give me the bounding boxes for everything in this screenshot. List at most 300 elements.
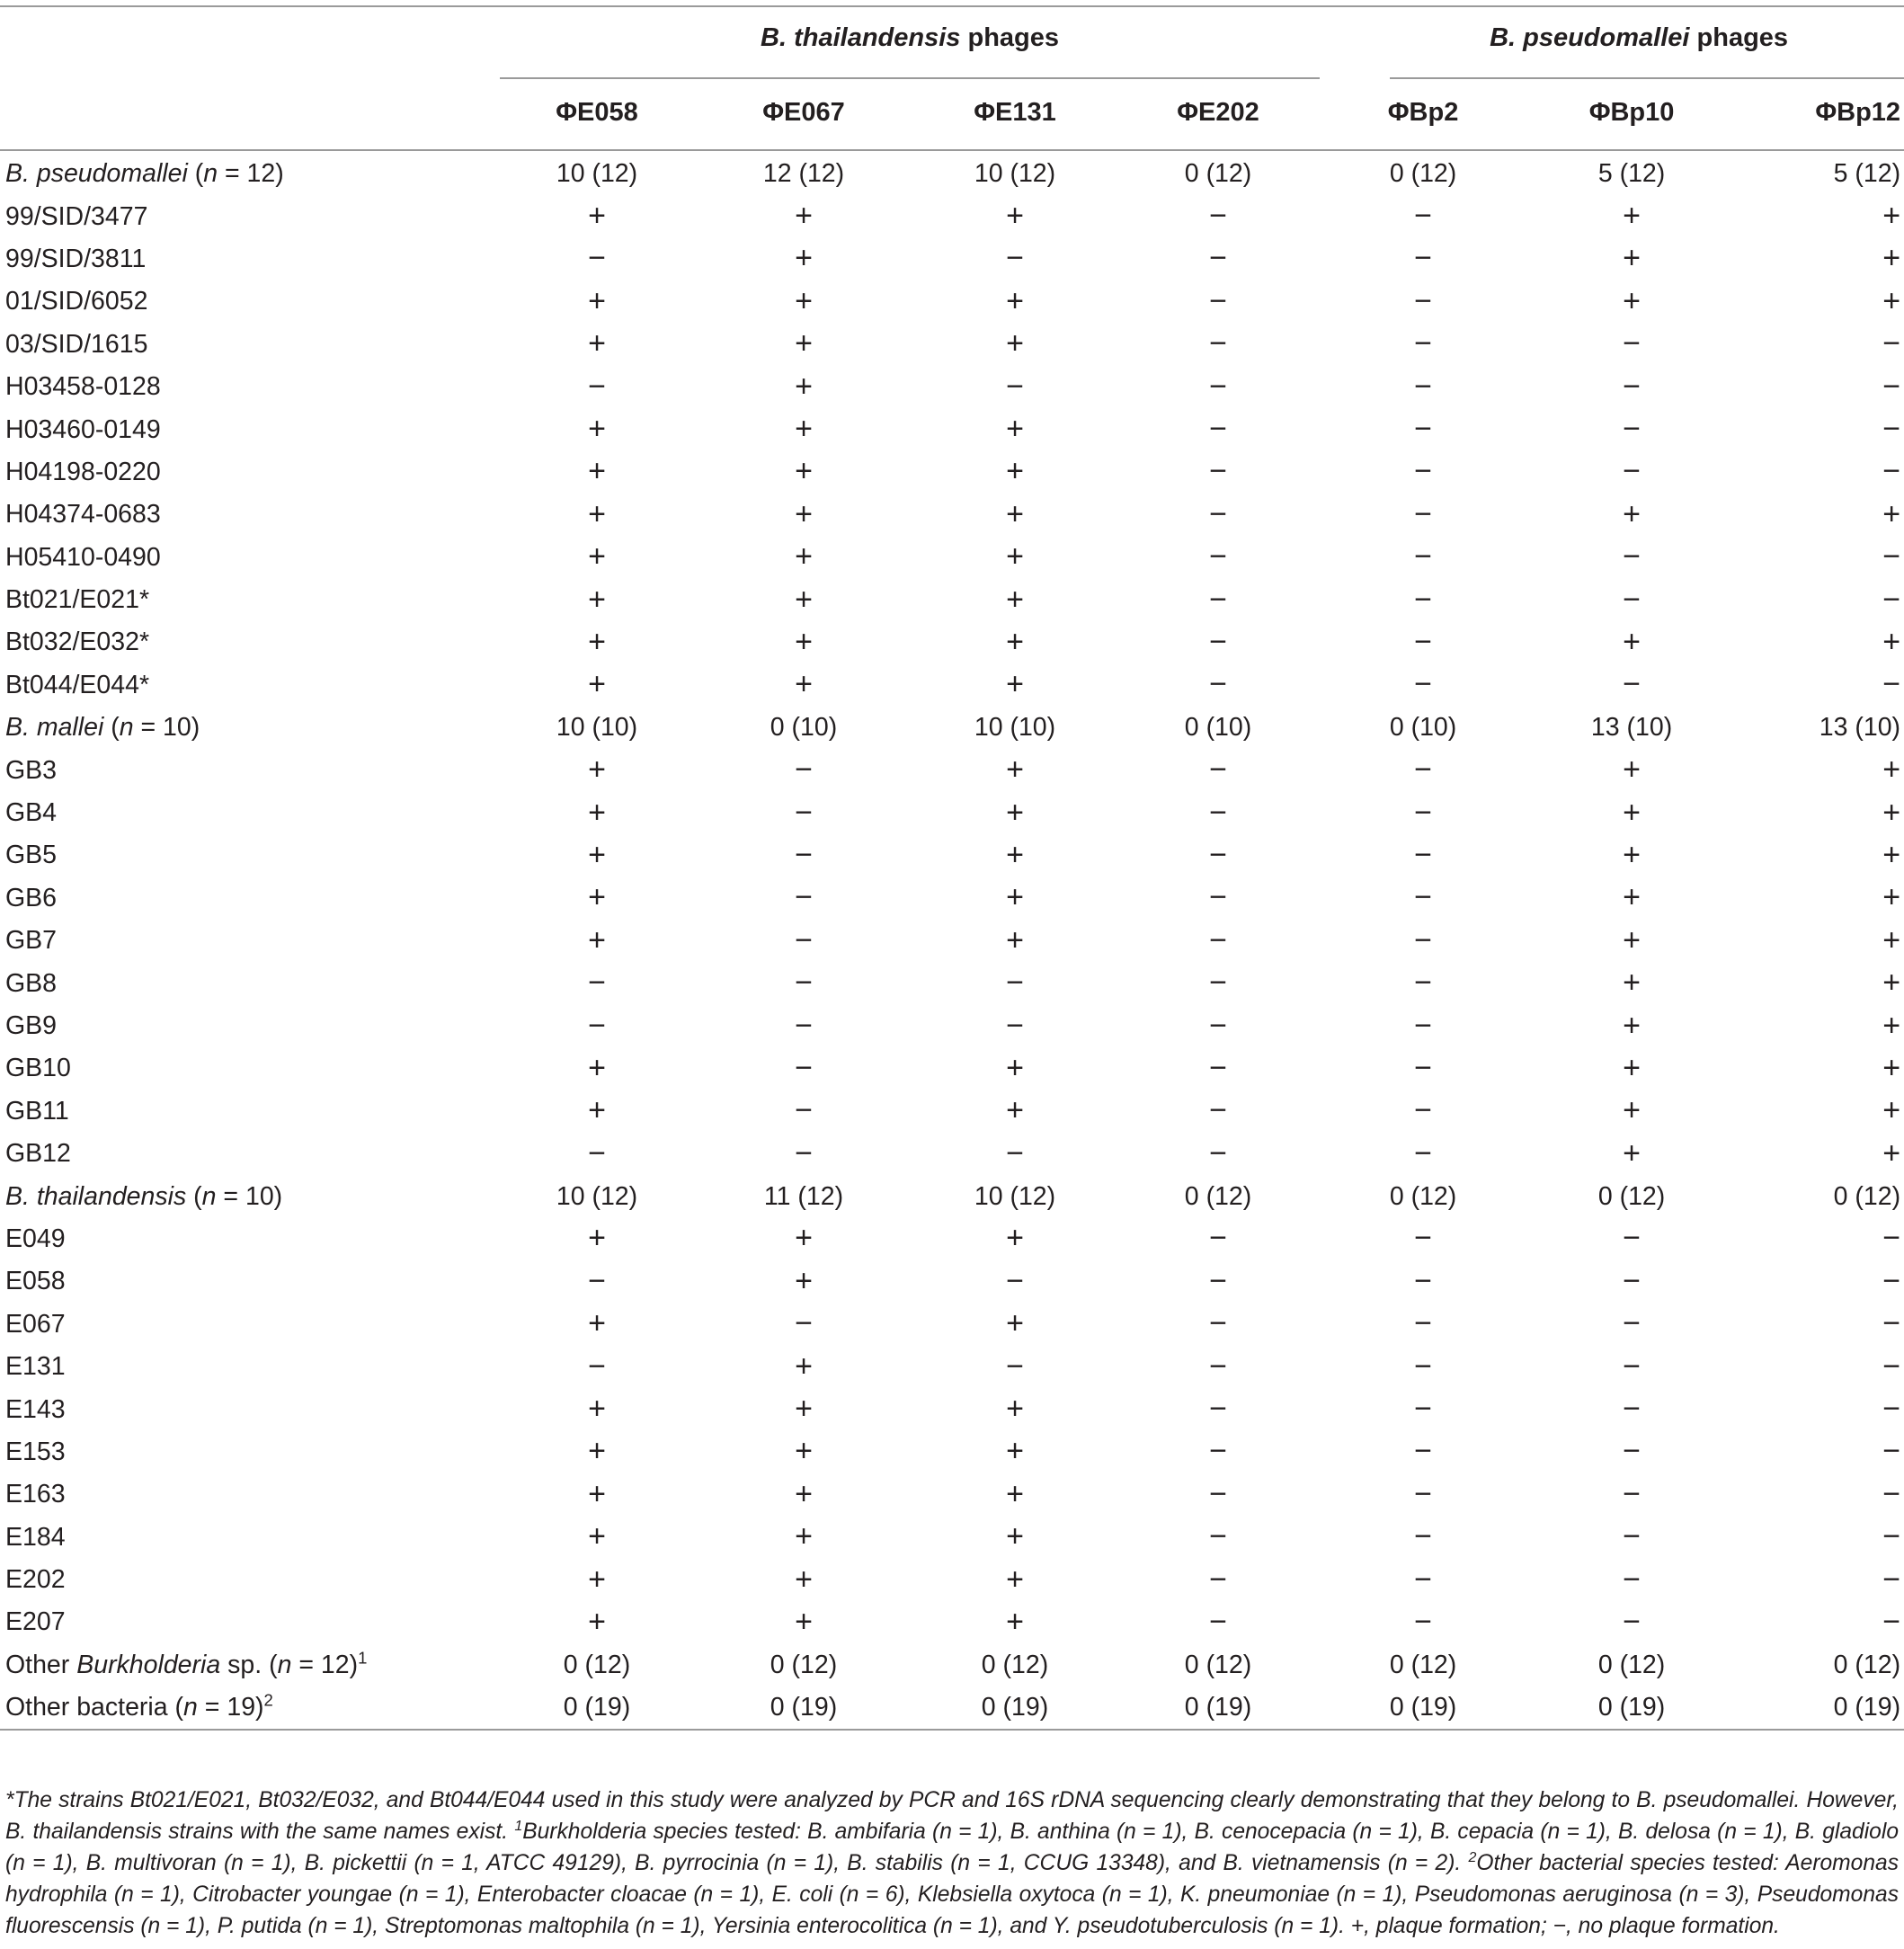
minus-symbol: − [1209,326,1227,361]
label-fragment: = 12) [291,1650,359,1679]
minus-symbol: − [1209,412,1227,447]
plaque-negative-cell [500,962,694,1004]
plaque-negative-cell [500,238,694,280]
strain-row [0,877,1904,920]
column-header-phi-e058: ΦE058 [500,76,694,150]
minus-symbol: − [1414,369,1432,404]
minus-symbol: − [1209,1348,1227,1384]
plaque-positive-cell [500,664,694,707]
plaque-positive-cell [1737,792,1904,834]
plaque-positive-cell [913,664,1117,707]
plus-symbol: + [588,539,606,574]
plaque-negative-cell [1117,579,1320,621]
minus-symbol: − [1623,1392,1641,1427]
strain-row [0,195,1904,237]
minus-symbol: − [1414,326,1432,361]
minus-symbol: − [1414,582,1432,617]
minus-symbol: − [795,752,813,788]
plus-symbol: + [1882,624,1901,659]
plus-symbol: + [1882,1135,1901,1170]
strain-row [0,1260,1904,1303]
plaque-positive-cell [1737,494,1904,536]
plaque-negative-cell [1117,238,1320,280]
plaque-negative-cell [1526,579,1737,621]
minus-symbol: − [1414,624,1432,659]
plaque-positive-cell [1737,1090,1904,1133]
plaque-positive-cell [913,1304,1117,1346]
plaque-negative-cell [1320,494,1526,536]
count-cell: 0 (19) [1526,1686,1737,1730]
plaque-positive-cell [1526,877,1737,920]
minus-symbol: − [1209,795,1227,830]
plaque-positive-cell [694,537,913,579]
plaque-negative-cell [1117,1517,1320,1559]
label-fragment: = 19) [197,1693,264,1722]
plaque-positive-cell [500,1517,694,1559]
group-label [0,1686,500,1730]
plaque-positive-cell [500,324,694,366]
plaque-negative-cell [1737,1431,1904,1473]
plus-symbol: + [1006,752,1024,788]
count-cell: 5 (12) [1597,159,1666,189]
minus-symbol: − [795,1008,813,1043]
minus-symbol: − [795,922,813,957]
plus-symbol: + [1623,880,1641,915]
plus-symbol: + [588,837,606,872]
minus-symbol: − [1882,582,1901,617]
plus-symbol: + [795,454,813,489]
plus-symbol: + [795,667,813,702]
plaque-negative-cell [913,1260,1117,1303]
strain-row [0,920,1904,962]
plus-symbol: + [1623,1050,1641,1085]
minus-symbol: − [1882,539,1901,574]
plaque-negative-cell [1320,1218,1526,1260]
minus-symbol: − [1209,283,1227,318]
minus-symbol: − [1414,1519,1432,1554]
plaque-negative-cell [1320,792,1526,834]
strain-row [0,749,1904,791]
strain-label: GB5 [5,841,58,870]
group-summary-row [0,1686,1904,1730]
minus-symbol: − [795,1306,813,1341]
label-fragment: B. mallei [5,713,104,743]
plaque-positive-cell [694,451,913,494]
strain-row [0,238,1904,280]
plaque-negative-cell [1737,1304,1904,1346]
count-cell: 0 (10) [1389,713,1457,743]
minus-symbol: − [795,1093,813,1128]
plaque-positive-cell [913,749,1117,791]
minus-symbol: − [1623,1221,1641,1256]
strain-label: H05410-0490 [5,542,161,572]
plaque-positive-cell [500,579,694,621]
plus-symbol: + [795,1392,813,1427]
count-cell: 0 (19) [1737,1686,1904,1730]
strain-label: E153 [5,1437,66,1466]
plus-symbol: + [1882,241,1901,276]
plaque-negative-cell [1526,1218,1737,1260]
plaque-negative-cell [1320,962,1526,1004]
plaque-negative-cell [1526,537,1737,579]
count-cell: 0 (12) [1184,1650,1252,1679]
plaque-negative-cell [694,1304,913,1346]
plaque-negative-cell [1526,1517,1737,1559]
plaque-positive-cell [913,1431,1117,1473]
plaque-negative-cell [1320,1304,1526,1346]
plaque-positive-cell [1737,962,1904,1004]
plus-symbol: + [1882,880,1901,915]
plaque-positive-cell [1526,792,1737,834]
minus-symbol: − [1006,1008,1024,1043]
strain-row [0,537,1904,579]
plaque-positive-cell [1737,1133,1904,1175]
strain-row [0,1304,1904,1346]
minus-symbol: − [1623,1519,1641,1554]
plus-symbol: + [1006,880,1024,915]
plaque-negative-cell [1117,366,1320,408]
minus-symbol: − [1414,412,1432,447]
phage-host-range-table [0,5,1904,1731]
group-label [0,1644,500,1686]
plaque-positive-cell [694,1218,913,1260]
label-fragment: Other bacteria ( [5,1693,183,1722]
group-summary-row [0,707,1904,749]
plaque-negative-cell [1320,920,1526,962]
minus-symbol: − [1209,966,1227,1001]
plus-symbol: + [588,496,606,531]
plaque-positive-cell [694,238,913,280]
strain-row [0,664,1904,707]
plaque-negative-cell [1526,324,1737,366]
plus-symbol: + [1623,199,1641,234]
minus-symbol: − [1209,369,1227,404]
label-fragment: = 12) [218,159,284,189]
minus-symbol: − [1209,1221,1227,1256]
plus-symbol: + [795,1348,813,1384]
count-cell: 0 (19) [500,1686,694,1730]
plaque-positive-cell [1737,749,1904,791]
plaque-positive-cell [913,1047,1117,1090]
strain-label: Bt021/E021* [5,585,150,615]
plus-symbol: + [1006,1604,1024,1639]
count-cell: 0 (19) [1117,1686,1320,1730]
strain-label: 99/SID/3477 [5,201,148,231]
plus-symbol: + [1882,283,1901,318]
plaque-positive-cell [694,664,913,707]
plaque-negative-cell [1320,1133,1526,1175]
count-cell: 0 (12) [770,1650,838,1679]
strain-row [0,451,1904,494]
count-cell: 10 (12) [556,159,638,189]
plus-symbol: + [1006,667,1024,702]
minus-symbol: − [1623,1306,1641,1341]
plus-symbol: + [1882,837,1901,872]
minus-symbol: − [1209,1392,1227,1427]
plaque-negative-cell [1320,749,1526,791]
minus-symbol: − [1209,1008,1227,1043]
minus-symbol: − [1209,1604,1227,1639]
minus-symbol: − [1414,922,1432,957]
plaque-negative-cell [1320,1047,1526,1090]
strain-row [0,1388,1904,1430]
count-cell: 0 (12) [1389,159,1457,189]
plus-symbol: + [1623,624,1641,659]
plaque-negative-cell [1320,408,1526,450]
plaque-positive-cell [694,1346,913,1388]
plaque-negative-cell [1117,834,1320,877]
label-fragment: ( [187,159,204,189]
plaque-negative-cell [1117,1047,1320,1090]
plaque-positive-cell [913,1517,1117,1559]
plaque-negative-cell [913,366,1117,408]
count-cell: 13 (10) [1590,713,1673,743]
plaque-positive-cell [500,537,694,579]
plaque-positive-cell [1526,834,1737,877]
plaque-negative-cell [1117,1346,1320,1388]
count-cell: 0 (12) [1833,1181,1901,1211]
plaque-positive-cell [694,621,913,663]
plaque-negative-cell [1117,195,1320,237]
plaque-positive-cell [1526,1005,1737,1047]
minus-symbol: − [588,241,606,276]
plus-symbol: + [1006,1093,1024,1128]
strain-label: E143 [5,1394,66,1424]
plus-symbol: + [1882,752,1901,788]
minus-symbol: − [1209,624,1227,659]
count-cell: 13 (10) [1819,713,1901,743]
strain-label: GB7 [5,926,58,956]
plaque-positive-cell [694,579,913,621]
plaque-negative-cell [913,1346,1117,1388]
strain-label: H04198-0220 [5,457,161,486]
plaque-positive-cell [694,195,913,237]
plus-symbol: + [588,1306,606,1341]
plaque-negative-cell [1320,1473,1526,1516]
minus-symbol: − [1209,667,1227,702]
plaque-negative-cell [1526,1559,1737,1601]
plus-symbol: + [1623,1135,1641,1170]
plus-symbol: + [795,1604,813,1639]
plaque-positive-cell [913,280,1117,323]
plaque-negative-cell [1526,1431,1737,1473]
strain-row [0,494,1904,536]
plus-symbol: + [1006,624,1024,659]
plaque-positive-cell [913,1473,1117,1516]
minus-symbol: − [1414,1604,1432,1639]
strain-label: GB6 [5,883,58,912]
minus-symbol: − [1209,582,1227,617]
column-header-phi-e067: ΦE067 [694,76,913,150]
plus-symbol: + [588,1050,606,1085]
minus-symbol: − [1006,1135,1024,1170]
plus-symbol: + [1623,283,1641,318]
minus-symbol: − [1209,539,1227,574]
minus-symbol: − [1623,582,1641,617]
minus-symbol: − [1623,326,1641,361]
plaque-positive-cell [913,1601,1117,1643]
plaque-negative-cell [1320,877,1526,920]
count-cell: 10 (10) [974,713,1056,743]
plus-symbol: + [1006,283,1024,318]
table-body [0,150,1904,1730]
phage-column-header-row [0,76,1904,150]
label-fragment: sp. ( [220,1650,278,1679]
footnote-marker: 2 [263,1690,273,1710]
strain-row [0,579,1904,621]
plaque-negative-cell [1117,1388,1320,1430]
plaque-negative-cell [500,366,694,408]
strain-row [0,962,1904,1004]
minus-symbol: − [1882,1476,1901,1511]
plus-symbol: + [795,496,813,531]
plaque-negative-cell [1117,324,1320,366]
plaque-positive-cell [913,621,1117,663]
plaque-negative-cell [694,834,913,877]
label-fragment: n [203,159,218,189]
column-header-phi-bp12: ΦBp12 [1737,76,1904,150]
plus-symbol: + [1882,1093,1901,1128]
plaque-positive-cell [1526,621,1737,663]
minus-symbol: − [1882,326,1901,361]
minus-symbol: − [1414,199,1432,234]
strain-row [0,1473,1904,1516]
plus-symbol: + [1623,1093,1641,1128]
plaque-negative-cell [694,1133,913,1175]
minus-symbol: − [588,369,606,404]
minus-symbol: − [1882,667,1901,702]
plaque-positive-cell [1737,920,1904,962]
minus-symbol: − [1414,1221,1432,1256]
plaque-positive-cell [500,877,694,920]
plaque-positive-cell [500,280,694,323]
plaque-negative-cell [1526,1260,1737,1303]
plaque-negative-cell [1117,621,1320,663]
plaque-negative-cell [1737,324,1904,366]
b-thailandensis-phages-header: B. thailandensis phages [500,6,1320,76]
plus-symbol: + [1006,199,1024,234]
plus-symbol: + [795,582,813,617]
plus-symbol: + [795,199,813,234]
column-header-phi-e131: ΦE131 [913,76,1117,150]
plus-symbol: + [1006,496,1024,531]
minus-symbol: − [1414,1392,1432,1427]
count-cell: 12 (12) [762,159,845,189]
minus-symbol: − [1882,1348,1901,1384]
minus-symbol: − [1882,1519,1901,1554]
column-header-phi-bp10: ΦBp10 [1526,76,1737,150]
minus-symbol: − [1209,1306,1227,1341]
count-cell: 10 (12) [556,1181,638,1211]
plaque-negative-cell [500,1260,694,1303]
plaque-negative-cell [694,920,913,962]
count-cell: 0 (10) [770,713,838,743]
plus-symbol: + [1882,922,1901,957]
plaque-negative-cell [1320,1517,1526,1559]
plaque-positive-cell [1526,238,1737,280]
count-cell: 10 (12) [974,1181,1056,1211]
minus-symbol: − [1414,1008,1432,1043]
plus-symbol: + [795,369,813,404]
minus-symbol: − [1006,966,1024,1001]
plus-symbol: + [795,1562,813,1597]
minus-symbol: − [1209,199,1227,234]
plaque-negative-cell [1526,1601,1737,1643]
minus-symbol: − [1882,454,1901,489]
plaque-negative-cell [1320,238,1526,280]
plus-symbol: + [1006,922,1024,957]
minus-symbol: − [1414,752,1432,788]
plus-symbol: + [588,1604,606,1639]
plaque-positive-cell [500,1047,694,1090]
minus-symbol: − [1414,1093,1432,1128]
plaque-negative-cell [1117,280,1320,323]
strain-label: GB11 [5,1096,69,1126]
minus-symbol: − [1623,1434,1641,1469]
minus-symbol: − [1882,1604,1901,1639]
plaque-negative-cell [1737,1260,1904,1303]
plus-symbol: + [795,1434,813,1469]
group-label [0,150,500,195]
plaque-negative-cell [913,1005,1117,1047]
plaque-negative-cell [1737,1218,1904,1260]
label-fragment: n [119,713,134,743]
footnote-marker: 1 [358,1648,368,1668]
minus-symbol: − [1414,1476,1432,1511]
plaque-positive-cell [1737,1005,1904,1047]
minus-symbol: − [1623,454,1641,489]
plus-symbol: + [1006,1306,1024,1341]
minus-symbol: − [1209,241,1227,276]
plaque-positive-cell [1737,877,1904,920]
strain-row [0,324,1904,366]
strain-label: GB4 [5,798,58,828]
strain-label: 03/SID/1615 [5,329,148,359]
strain-row [0,621,1904,663]
minus-symbol: − [1882,1562,1901,1597]
plus-symbol: + [1623,496,1641,531]
plaque-positive-cell [500,408,694,450]
minus-symbol: − [795,1050,813,1085]
plaque-negative-cell [500,1133,694,1175]
plaque-positive-cell [500,749,694,791]
plaque-positive-cell [694,1517,913,1559]
plaque-negative-cell [1320,366,1526,408]
minus-symbol: − [588,966,606,1001]
strain-label: E049 [5,1224,66,1253]
minus-symbol: − [1209,922,1227,957]
minus-symbol: − [795,837,813,872]
plus-symbol: + [795,283,813,318]
strain-row [0,366,1904,408]
strain-label: H03458-0128 [5,372,161,402]
plaque-positive-cell [913,408,1117,450]
minus-symbol: − [1414,496,1432,531]
minus-symbol: − [1209,1135,1227,1170]
footnote-part-2: Burkholderia species tested: B. ambifaria (n = 1), B. anthina (n = 1), B. cenocepacia (n = 1), B. cepacia (n = 1), B. delosa (n = 1), B. gladiolo (n = 1), B. multivoran (n = 1), B. pickettii (n = 1, ATCC 49129), B. pyrrocinia (n = 1), B. stabilis (n = 1, CCUG 13348), and B. vietnamensis (n = 2). [5,1820,1899,1875]
strain-column-header [0,76,500,150]
plus-symbol: + [588,922,606,957]
minus-symbol: − [1623,369,1641,404]
plus-symbol: + [795,412,813,447]
plus-symbol: + [1882,1050,1901,1085]
strain-label: Bt032/E032* [5,627,150,657]
plus-symbol: + [795,326,813,361]
plus-symbol: + [795,1221,813,1256]
minus-symbol: − [1882,412,1901,447]
strain-row [0,1133,1904,1175]
plaque-positive-cell [913,920,1117,962]
